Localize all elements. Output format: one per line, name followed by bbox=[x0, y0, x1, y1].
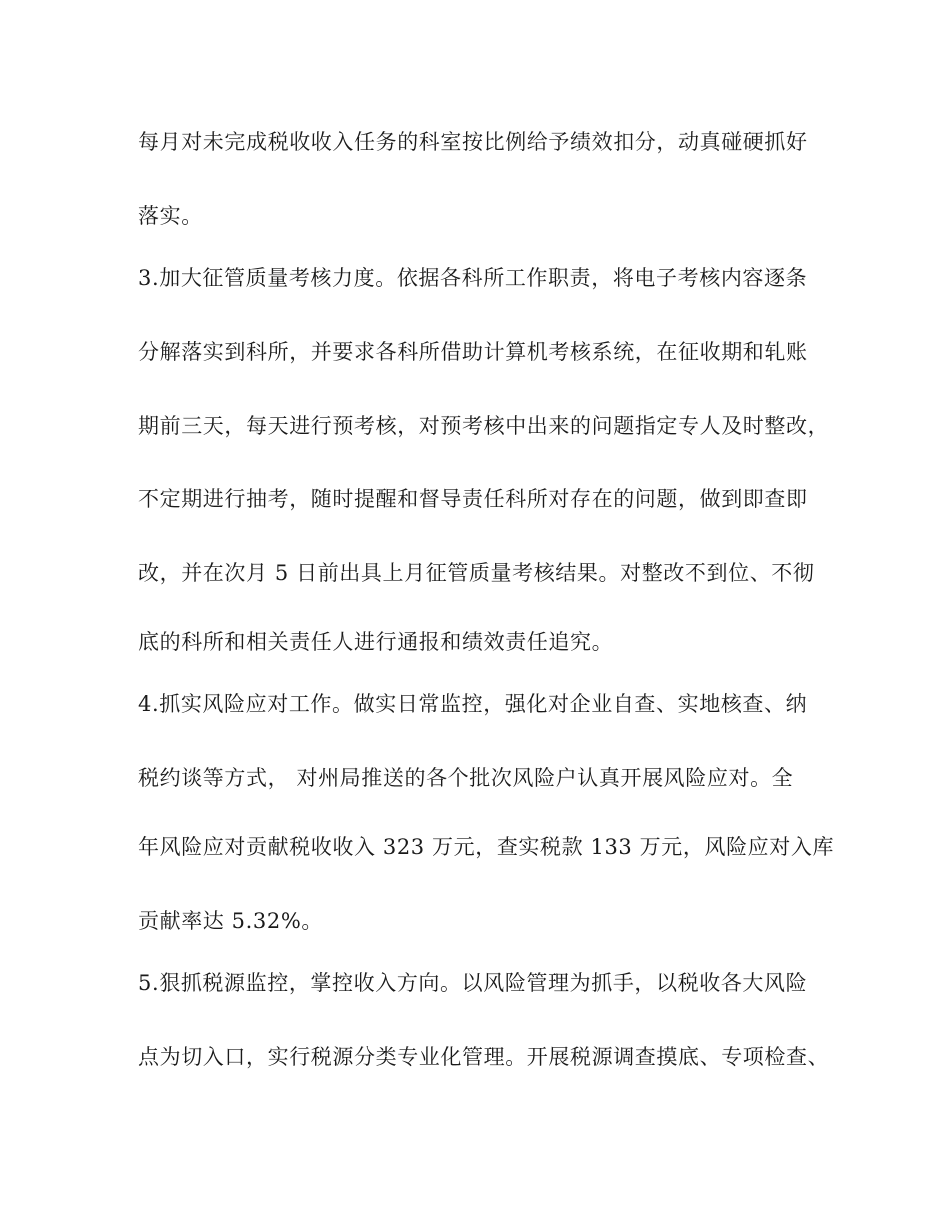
paragraph-line: 分解落实到科所，并要求各科所借助计算机考核系统，在征收期和轧账 bbox=[138, 340, 808, 364]
paragraph-line: 贡献率达 5.32%。 bbox=[138, 909, 323, 933]
paragraph-line: 5.狠抓税源监控，掌控收入方向。以风险管理为抓手，以税收各大风险 bbox=[138, 971, 808, 995]
paragraph-line: 每月对未完成税收收入任务的科室按比例给予绩效扣分，动真碰硬抓好 bbox=[138, 130, 808, 154]
paragraph-line: 底的科所和相关责任人进行通报和绩效责任追究。 bbox=[138, 630, 614, 654]
paragraph-line: 期前三天，每天进行预考核，对预考核中出来的问题指定专人及时整改， bbox=[138, 414, 830, 438]
paragraph-line: 年风险应对贡献税收收入 323 万元，查实税款 133 万元，风险应对入库 bbox=[138, 835, 835, 859]
paragraph-line: 3.加大征管质量考核力度。依据各科所工作职责，将电子考核内容逐条 bbox=[138, 266, 808, 290]
paragraph-line: 4.抓实风险应对工作。做实日常监控，强化对企业自查、实地核查、纳 bbox=[138, 692, 808, 716]
paragraph-line: 改，并在次月 5 日前出具上月征管质量考核结果。对整改不到位、不彻 bbox=[138, 561, 815, 585]
paragraph-line: 税约谈等方式， 对州局推送的各个批次风险户认真开展风险应对。全 bbox=[138, 766, 794, 790]
paragraph-line: 落实。 bbox=[138, 204, 203, 228]
paragraph-line: 点为切入口，实行税源分类专业化管理。开展税源调查摸底、专项检查、 bbox=[138, 1045, 830, 1069]
paragraph-line: 不定期进行抽考，随时提醒和督导责任科所对存在的问题，做到即查即 bbox=[138, 487, 808, 511]
